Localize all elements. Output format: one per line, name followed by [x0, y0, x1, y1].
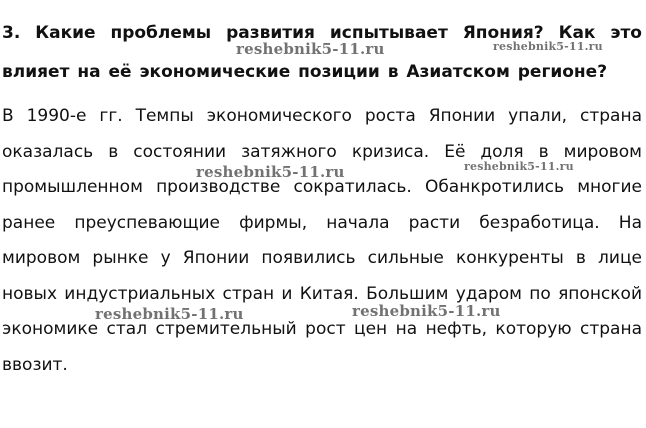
watermark: reshebnik5-11.ru: [493, 40, 603, 53]
watermark: reshebnik5-11.ru: [464, 160, 574, 173]
question-heading: 3. Какие проблемы развития испытывает Япония? Как это влияет на её экономические позиции в Азиатском регионе?: [2, 23, 642, 82]
watermark: reshebnik5-11.ru: [352, 302, 501, 320]
watermark: reshebnik5-11.ru: [236, 40, 385, 58]
watermark: reshebnik5-11.ru: [95, 305, 244, 323]
answer-paragraph: В 1990-е гг. Темпы экономического роста Японии упали, страна оказалась в состоянии затяжного кризиса. Её доля в мировом промышленном производстве сократилась. Обанкротились многие ранее преуспевающие фирмы, начала расти безработица. На мировом рынке у Японии появились сильные конкуренты в лице новых индустриальных стран и Китая. Большим ударом по японской экономике стал стремительный рост цен на нефть, которую страна ввозит.: [2, 106, 642, 375]
watermark: reshebnik5-11.ru: [196, 163, 345, 181]
